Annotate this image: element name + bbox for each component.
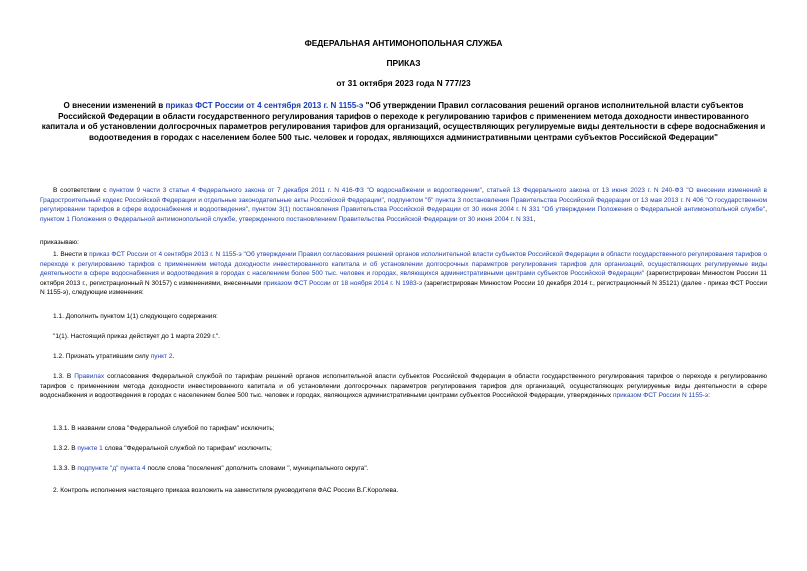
preamble-link-416fz[interactable]: пунктом 9 части 3 статьи 4 Федерального закона от 7 декабря 2011 г. N 416-ФЗ "О водоснабжении и водоотведении" bbox=[109, 187, 482, 194]
preamble-text-2: , bbox=[481, 187, 487, 194]
item-1-3 bbox=[40, 372, 767, 401]
item-1-3-3 bbox=[40, 464, 767, 474]
item-1-3-2-text-2: слова "Федеральной службой по тарифам" исключить; bbox=[102, 445, 272, 452]
item-1-3-3-text-2: после слова "поселения" дополнить словами ", муниципального округа". bbox=[145, 465, 369, 472]
item-1-3-text-2: согласования Федеральной службой по тарифам решений органов исполнительной власти субъектов Российской Федерации в области государственного регулирования тарифов о переходе к регулированию тарифов с применением метода доходности инвестированного капитала и об установлении долгосрочных параметров регулирования тарифов для организаций, осуществляющих регулируемые виды деятельности в сфере водоснабжения и водоотведения в городах с населением более 500 тыс. человек и городах, являющихся административными центрами субъектов Российской Федерации, утвержденных bbox=[40, 373, 767, 400]
item-1-3-3-link[interactable]: подпункте "д" пункта 4 bbox=[77, 465, 146, 472]
item-1-3-3-text bbox=[40, 464, 767, 474]
preamble bbox=[40, 186, 767, 224]
quote-1-text: "1(1). Настоящий приказ действует до 1 марта 2029 г.". bbox=[53, 333, 220, 340]
preamble-link-240fz[interactable]: статьей 13 Федерального закона от 13 июня 2023 г. N 240-ФЗ "О внесении изменений в Градостроительный кодекс Российской Федерации и отдельные законодательные акты Российской Федерации" bbox=[40, 187, 768, 204]
document-date-number: от 31 октября 2023 года N 777/23 bbox=[336, 78, 471, 88]
item-1-3-1 bbox=[40, 424, 767, 434]
item-1-text-1: 1. Внести в bbox=[53, 251, 90, 258]
item-1-3-order-link[interactable]: приказом ФСТ России N 1155-э bbox=[612, 392, 709, 400]
item-1-3-2 bbox=[40, 444, 767, 454]
item-1-paragraph bbox=[40, 250, 767, 298]
item-1-3-1-text: 1.3.1. В названии слова "Федеральной службой по тарифам" исключить; bbox=[53, 425, 275, 432]
preamble-text-6: , bbox=[533, 215, 536, 223]
preamble-text-1: В соответствии с bbox=[53, 187, 110, 194]
item-1-order-1983-link[interactable]: приказом ФСТ России от 18 ноября 2014 г. N 1983-э bbox=[263, 279, 423, 287]
item-1-3-2-link[interactable]: пункте 1 bbox=[77, 445, 103, 452]
item-1-3-2-text bbox=[40, 444, 767, 454]
item-1-1-text: 1.1. Дополнить пунктом 1(1) следующего содержания: bbox=[53, 313, 218, 320]
preamble-paragraph bbox=[40, 186, 767, 224]
item-2-text: 2. Контроль исполнения настоящего приказа возложить на заместителя руководителя ФАС России В.Г.Королева. bbox=[53, 487, 399, 494]
item-1-1 bbox=[40, 312, 767, 322]
item-1-text-2: (зарегистрирован Минюстом России 11 октября 2013 г., регистрационный N 30157) с изменениями, внесенными bbox=[40, 270, 767, 287]
preamble-link-406[interactable]: подпунктом "б" пункта 3 постановления Правительства Российской Федерации от 13 мая 2013 г. N 406 "О государственном регулировании тарифов в сфере водоснабжения и водоотведения" bbox=[40, 196, 767, 214]
item-1-2 bbox=[40, 352, 767, 362]
item-1-text-3: (зарегистрирован Минюстом России 10 декабря 2014 г., регистрационный N 35121) (далее - приказ ФСТ России N 1155-э), следующие изменения: bbox=[40, 279, 767, 297]
item-2 bbox=[40, 486, 767, 496]
quote-1 bbox=[40, 332, 767, 342]
agency-name: ФЕДЕРАЛЬНАЯ АНТИМОНОПОЛЬНАЯ СЛУЖБА bbox=[304, 38, 503, 48]
preamble-link-331-p1[interactable]: пунктом 1 Положения о Федеральной антимонопольной службе, утвержденного постановлением Правительства Российской Федерации от 30 июня 2004 г. N 331 bbox=[40, 215, 534, 223]
item-1-3-paragraph bbox=[40, 372, 767, 401]
preamble-link-331-p31[interactable]: пунктом 3(1) постановления Правительства Российской Федерации от 30 июня 2004 г. N 331 "Об утверждении Положения о Федеральной антимонопольной службе" bbox=[252, 206, 766, 214]
item-1-3-2-text-1: 1.3.2. В bbox=[53, 445, 78, 452]
item-1 bbox=[40, 250, 767, 298]
item-1-2-text bbox=[40, 352, 767, 362]
item-1-3-text-1: 1.3. В bbox=[53, 373, 75, 380]
item-1-2-text-2: . bbox=[172, 353, 175, 360]
item-1-3-text-3: : bbox=[708, 392, 710, 400]
item-1-order-link[interactable]: приказ ФСТ России от 4 сентября 2013 г. N 1155-э "Об утверждении Правил согласования решений органов исполнительной власти субъектов Российской Федерации в области государственного регулирования тарифов о переходе к регулированию тарифов с применением метода доходности инвестированного капитала и об установлении долгосрочных параметров регулирования тарифов для организаций, осуществляющих регулируемые виды деятельности в сфере водоснабжения и водоотведения в городах с населением более 500 тыс. человек и городах, являющихся административными центрами субъектов Российской Федерации" bbox=[40, 251, 767, 278]
item-1-3-rules-link[interactable]: Правилах bbox=[74, 373, 105, 380]
preamble-text-3: , bbox=[383, 196, 388, 204]
title-order-link[interactable]: приказ ФСТ России от 4 сентября 2013 г. N 1155-э bbox=[165, 101, 364, 110]
orders-label: приказываю: bbox=[40, 239, 79, 246]
document-title bbox=[40, 101, 767, 143]
document-type: ПРИКАЗ bbox=[386, 58, 421, 68]
item-1-3-3-text-1: 1.3.3. В bbox=[53, 465, 78, 472]
item-1-2-link[interactable]: пункт 2 bbox=[150, 353, 173, 360]
item-1-2-text-1: 1.2. Признать утратившим силу bbox=[53, 353, 151, 360]
preamble-text-5: , bbox=[765, 206, 767, 214]
title-rest: "Об утверждении Правил согласования решений органов исполнительной власти субъектов Российской Федерации в области государственного регулирования тарифов о переходе к регулированию тарифов с применением метода доходности инвестированного капитала и об установлении долгосрочных параметров регулирования тарифов для организаций, осуществляющих регулируемые виды деятельности в сфере водоснабжения и водоотведения в городах с населением более 500 тыс. человек и городах, являющихся административными центрами субъектов Российской Федерации" bbox=[41, 101, 766, 142]
preamble-text-4: , bbox=[248, 206, 253, 214]
title-prefix: О внесении изменений в bbox=[63, 101, 166, 110]
